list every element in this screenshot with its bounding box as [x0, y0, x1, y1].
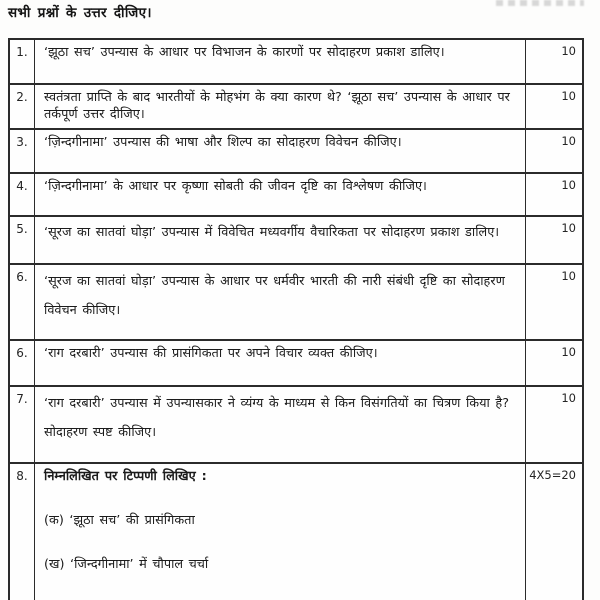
question-line: ‘राग दरबारी’ उपन्यास में उपन्यासकार ने व्यंग्य के माध्यम से किन विसंगतियों का चित्रण किया है? सोदाहरण स्पष्ट कीजिए।: [44, 396, 510, 440]
question-number: 6.: [10, 265, 35, 339]
question-number: 7.: [10, 387, 35, 462]
table-row: [10, 174, 582, 217]
question-line: ‘सूरज का सातवां घोड़ा’ उपन्यास के आधार पर धर्मवीर भारती की नारी संबंधी दृष्टि का सोदाहरण विवेचन कीजिए।: [44, 274, 505, 318]
question-marks: 10: [525, 174, 582, 215]
question-table: [8, 38, 584, 600]
table-row: [10, 130, 582, 174]
question-text: [35, 387, 525, 462]
question-marks: 10: [525, 85, 582, 128]
question-number: 4.: [10, 174, 35, 215]
question-marks: 10: [525, 217, 582, 263]
question-line: (ख) ‘जिन्दगीनामा’ में चौपाल चर्चा: [44, 557, 209, 572]
question-line: ‘झूठा सच’ उपन्यास के आधार पर विभाजन के कारणों पर सोदाहरण प्रकाश डालिए।: [44, 45, 445, 60]
table-row: [10, 40, 582, 85]
table-row: [10, 464, 582, 600]
table-row: [10, 341, 582, 387]
question-marks: 10: [525, 130, 582, 172]
question-marks: 10: [525, 40, 582, 83]
question-text: [35, 217, 525, 263]
question-line: (क) ‘झूठा सच’ की प्रासंगिकता: [44, 513, 195, 528]
question-marks: 10: [525, 387, 582, 462]
table-row: [10, 387, 582, 464]
question-text: [35, 40, 525, 83]
scan-artifact: [496, 0, 584, 6]
question-line: ‘ज़िन्दगीनामा’ के आधार पर कृष्णा सोबती की जीवन दृष्टि का विश्लेषण कीजिए।: [44, 179, 427, 194]
question-text: [35, 130, 525, 172]
question-number: 1.: [10, 40, 35, 83]
question-line: ‘सूरज का सातवां घोड़ा’ उपन्यास में विवेचित मध्यवर्गीय वैचारिकता पर सोदाहरण प्रकाश डालिए।: [44, 225, 500, 240]
table-row: [10, 217, 582, 265]
question-marks: 10: [525, 265, 582, 339]
question-number: 6.: [10, 341, 35, 385]
question-line: ‘ज़िन्दगीनामा’ उपन्यास की भाषा और शिल्प का सोदाहरण विवेचन कीजिए।: [44, 135, 402, 150]
question-text: [35, 341, 525, 385]
question-number: 3.: [10, 130, 35, 172]
question-marks: 10: [525, 341, 582, 385]
question-text: [35, 265, 525, 339]
table-row: [10, 265, 582, 341]
question-text: [35, 464, 525, 600]
question-line: स्वतंत्रता प्राप्ति के बाद भारतीयों के मोहभंग के क्या कारण थे? ‘झूठा सच’ उपन्यास के आधार पर तर्कपूर्ण उत्तर दीजिए।: [44, 90, 510, 122]
page-instruction: सभी प्रश्नों के उत्तर दीजिए।: [8, 5, 152, 21]
question-line: ‘राग दरबारी’ उपन्यास की प्रासंगिकता पर अपने विचार व्यक्त कीजिए।: [44, 346, 378, 361]
question-line: निम्नलिखित पर टिप्पणी लिखिए :: [44, 469, 207, 484]
question-number: 2.: [10, 85, 35, 128]
question-text: [35, 85, 525, 128]
question-number: 5.: [10, 217, 35, 263]
question-number: 8.: [10, 464, 35, 600]
question-text: [35, 174, 525, 215]
question-marks: 4X5=20: [525, 464, 582, 600]
table-row: [10, 85, 582, 130]
